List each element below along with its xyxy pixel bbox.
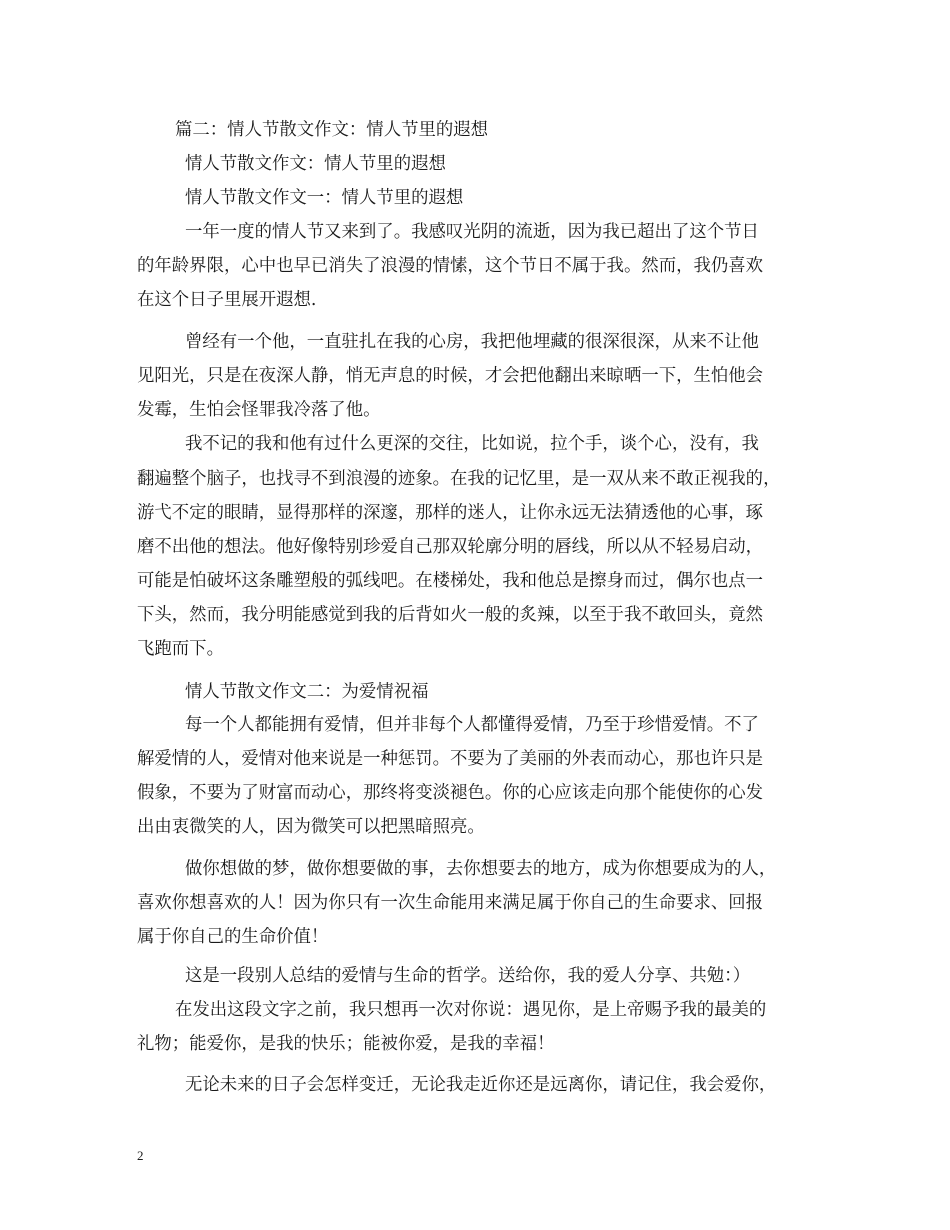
text-line: 见阳光，只是在夜深人静，悄无声息的时候，才会把他翻出来晾晒一下，生怕他会 — [137, 366, 764, 386]
text-line: 出由衷微笑的人，因为微笑可以把黑暗照亮。 — [137, 817, 485, 837]
text-line: 无论未来的日子会怎样变迁，无论我走近你还是远离你，请记住，我会爱你， — [185, 1075, 777, 1095]
text-line: 在发出这段文字之前，我只想再一次对你说：遇见你，是上帝赐予我的最美的 — [175, 1000, 767, 1020]
text-line: 曾经有一个他，一直驻扎在我的心房，我把他埋藏的很深很深，从来不让他 — [185, 332, 759, 352]
text-line: 做你想做的梦，做你想要做的事，去你想要去的地方，成为你想要成为的人， — [185, 859, 777, 879]
text-line: 情人节散文作文一：情人节里的遐想 — [185, 188, 464, 208]
text-line: 每一个人都能拥有爱情，但并非每个人都懂得爱情，乃至于珍惜爱情。不了 — [185, 715, 759, 735]
text-line: 属于你自己的生命价值！ — [137, 927, 329, 947]
text-line: 我不记的我和他有过什么更深的交往，比如说，拉个手，谈个心，没有，我 — [185, 434, 759, 454]
text-line: 喜欢你想喜欢的人！因为你只有一次生命能用来满足属于你自己的生命要求、回报 — [137, 893, 764, 913]
text-line: 假象，不要为了财富而动心，那终将变淡褪色。你的心应该走向那个能使你的心发 — [137, 783, 764, 803]
text-line: 情人节散文作文二：为爱情祝福 — [185, 682, 429, 702]
text-line: 磨不出他的想法。他好像特别珍爱自己那双轮廓分明的唇线，所以从不轻易启动， — [137, 537, 764, 557]
text-line: 一年一度的情人节又来到了。我感叹光阴的流逝，因为我已超出了这个节日 — [185, 222, 759, 242]
text-line: 篇二：情人节散文作文：情人节里的遐想 — [175, 120, 489, 140]
text-line: 发霉，生怕会怪罪我冷落了他。 — [137, 400, 381, 420]
text-line: 这是一段别人总结的爱情与生命的哲学。送给你，我的爱人分享、共勉：） — [185, 966, 751, 986]
text-line: 可能是怕破坏这条雕塑般的弧线吧。在楼梯处，我和他总是擦身而过，偶尔也点一 — [137, 571, 764, 591]
text-line: 飞跑而下。 — [137, 639, 224, 659]
text-line: 情人节散文作文：情人节里的遐想 — [185, 154, 446, 174]
text-line: 翻遍整个脑子，也找寻不到浪漫的迹象。在我的记忆里，是一双从来不敢正视我的， — [137, 469, 781, 489]
text-line: 下头，然而，我分明能感觉到我的后背如火一般的炙辣，以至于我不敢回头，竟然 — [137, 605, 764, 625]
page-number: 2 — [137, 1148, 144, 1163]
text-line: 游弋不定的眼睛，显得那样的深邃，那样的迷人，让你永远无法猜透他的心事，琢 — [137, 503, 764, 523]
text-line: 在这个日子里展开遐想. — [137, 290, 317, 310]
text-line: 解爱情的人，爱情对他来说是一种惩罚。不要为了美丽的外表而动心，那也许只是 — [137, 749, 764, 769]
text-line: 的年龄界限，心中也早已消失了浪漫的情愫，这个节日不属于我。然而，我仍喜欢 — [137, 256, 764, 276]
text-line: 礼物；能爱你，是我的快乐；能被你爱，是我的幸福！ — [137, 1034, 555, 1054]
